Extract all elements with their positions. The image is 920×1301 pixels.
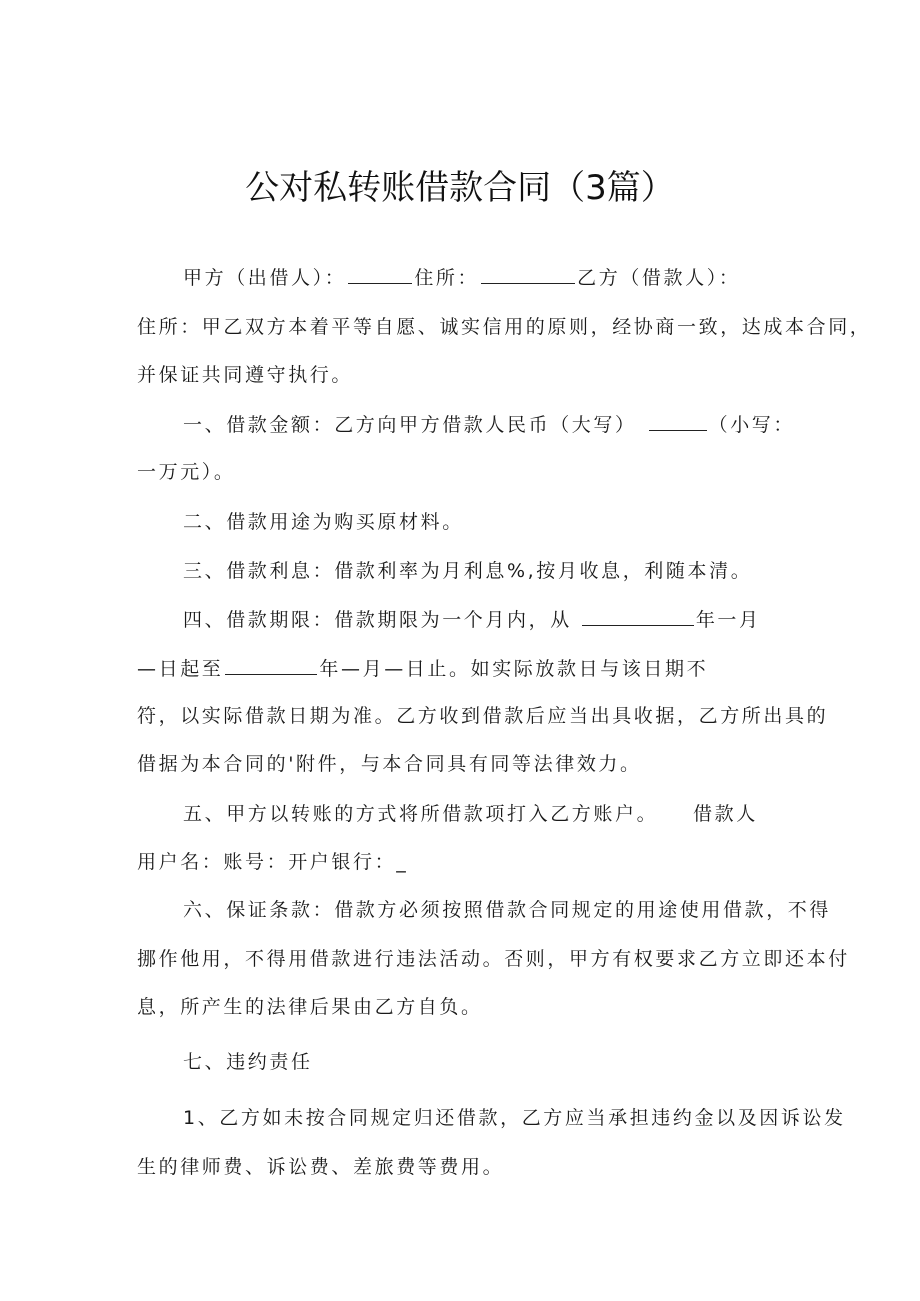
- paragraph-line: 借据为本合同的'附件，与本合同具有同等法律效力。: [137, 753, 642, 775]
- loan-amount-label: 一、借款金额：乙方向甲方借款人民币（大写）: [183, 414, 637, 436]
- paragraph-line: 1、乙方如未按合同规定归还借款，乙方应当承担违约金以及因诉讼发: [183, 1107, 846, 1129]
- party-a-label: 甲方（出借人）：: [183, 267, 347, 289]
- paragraph-line: 一万元）。: [137, 461, 236, 483]
- loan-term-label: 四、借款期限：借款期限为一个月内，从: [183, 609, 572, 631]
- borrower-label: 借款人: [693, 803, 758, 825]
- paragraph-line: 住所：甲乙双方本着平等自愿、诚实信用的原则，经协商一致，达成本合同，: [137, 316, 872, 338]
- paragraph-line: 符，以实际借款日期为准。乙方收到借款后应当出具收据，乙方所出具的: [137, 705, 829, 727]
- transfer-line: [183, 802, 658, 826]
- loan-amount-small-label: （小写：: [708, 414, 796, 436]
- section-heading: 七、违约责任: [183, 1051, 313, 1073]
- address-blank: [481, 265, 575, 284]
- loan-term-year-blank: [582, 607, 694, 626]
- loan-term-line: [183, 607, 761, 632]
- loan-term-end-blank: [225, 656, 317, 675]
- party-b-label: 乙方（借款人）：: [577, 267, 741, 289]
- party-a-blank: [348, 265, 412, 284]
- paragraph-line: 六、保证条款：借款方必须按照借款合同规定的用途使用借款，不得: [183, 899, 832, 921]
- paragraph-line: 息，所产生的法律后果由乙方自负。: [137, 996, 483, 1018]
- party-a-line: [183, 265, 740, 290]
- loan-amount-blank: [649, 412, 707, 431]
- paragraph-line: 三、借款利息：借款利率为月利息%,按月收息，利随本清。: [183, 560, 753, 582]
- address-label: 住所：: [414, 267, 480, 289]
- paragraph-line: 挪作他用，不得用借款进行违法活动。否则，甲方有权要求乙方立即还本付: [137, 948, 850, 970]
- loan-term-end-label: —日起至: [137, 658, 224, 680]
- loan-term-end-text: 年—月—日止。如实际放款日与该日期不: [319, 658, 709, 680]
- paragraph-line: 并保证共同遵守执行。: [137, 364, 354, 386]
- loan-term-year-label: 年一月: [695, 609, 761, 631]
- transfer-text: 五、甲方以转账的方式将所借款项打入乙方账户。: [183, 803, 659, 825]
- loan-amount-line: [183, 412, 795, 437]
- page-title: 公对私转账借款合同（3篇）: [245, 168, 675, 208]
- account-line: 用户名：账号：开户银行：_: [137, 851, 409, 873]
- paragraph-line: 生的律师费、诉讼费、差旅费等费用。: [137, 1156, 505, 1178]
- paragraph-line: 二、借款用途为购买原材料。: [183, 511, 464, 533]
- loan-term-end-line: [137, 656, 708, 681]
